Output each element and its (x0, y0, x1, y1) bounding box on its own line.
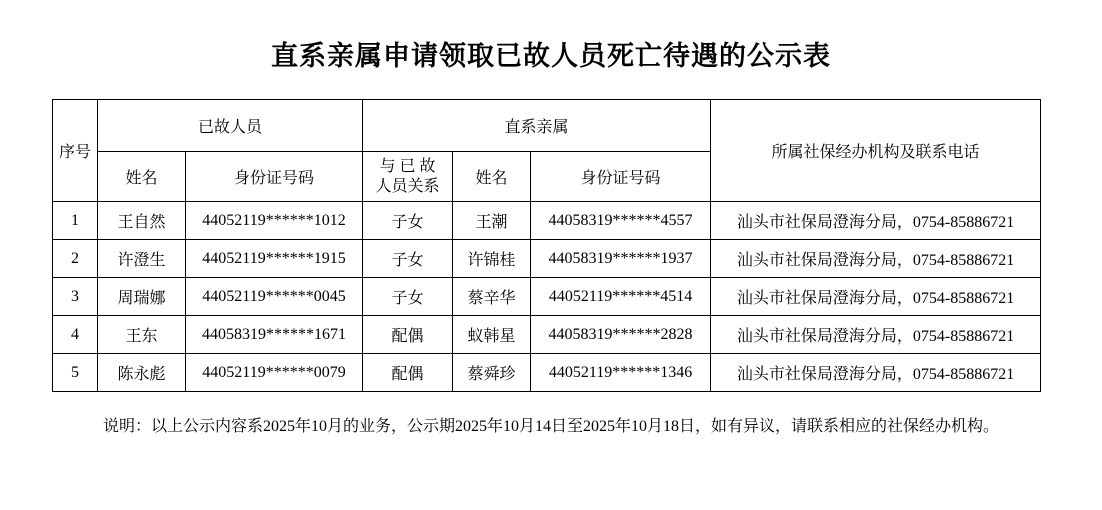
table-header-row-1 (53, 100, 1041, 152)
col-header-deceased-name: 姓名 (98, 152, 186, 202)
cell-family-id: 44058319******2828 (531, 316, 711, 354)
col-header-seq: 序号 (53, 100, 98, 202)
cell-family-name: 蚁韩星 (453, 316, 531, 354)
cell-family-name: 许锦桂 (453, 240, 531, 278)
cell-family-id: 44052119******4514 (531, 278, 711, 316)
notice-table (52, 99, 1041, 392)
cell-deceased-name: 许澄生 (98, 240, 186, 278)
cell-seq: 4 (53, 316, 98, 354)
cell-family-id: 44058319******1937 (531, 240, 711, 278)
cell-deceased-id: 44052119******1915 (186, 240, 363, 278)
col-header-agency: 所属社保经办机构及联系电话 (711, 100, 1041, 202)
relation-header-line-2: 人员关系 (375, 177, 440, 195)
cell-deceased-name: 王自然 (98, 202, 186, 240)
cell-agency: 汕头市社保局澄海分局，0754-85886721 (711, 202, 1041, 240)
cell-relation: 子女 (363, 202, 453, 240)
cell-family-id: 44052119******1346 (531, 354, 711, 392)
cell-agency: 汕头市社保局澄海分局，0754-85886721 (711, 240, 1041, 278)
cell-deceased-id: 44052119******1012 (186, 202, 363, 240)
col-header-relation (363, 152, 453, 202)
cell-seq: 2 (53, 240, 98, 278)
cell-relation: 配偶 (363, 354, 453, 392)
cell-deceased-name: 陈永彪 (98, 354, 186, 392)
cell-deceased-id: 44052119******0045 (186, 278, 363, 316)
cell-deceased-id: 44058319******1671 (186, 316, 363, 354)
col-header-deceased-id: 身份证号码 (186, 152, 363, 202)
cell-seq: 5 (53, 354, 98, 392)
cell-seq: 1 (53, 202, 98, 240)
cell-family-id: 44058319******4557 (531, 202, 711, 240)
table-row (53, 202, 1041, 240)
page-title: 直系亲属申请领取已故人员死亡待遇的公示表 (271, 41, 831, 71)
note-text: 说明：以上公示内容系2025年10月的业务，公示期2025年10月14日至2025年10月18日，如有异议，请联系相应的社保经办机构。 (102, 418, 999, 436)
table-row (53, 240, 1041, 278)
cell-deceased-id: 44052119******0079 (186, 354, 363, 392)
cell-family-name: 王潮 (453, 202, 531, 240)
table-row (53, 316, 1041, 354)
cell-family-name: 蔡辛华 (453, 278, 531, 316)
cell-relation: 配偶 (363, 316, 453, 354)
cell-agency: 汕头市社保局澄海分局，0754-85886721 (711, 316, 1041, 354)
relation-header-line-1: 与 已 故 (379, 157, 436, 175)
cell-deceased-name: 周瑞娜 (98, 278, 186, 316)
col-group-family: 直系亲属 (363, 100, 711, 152)
cell-agency: 汕头市社保局澄海分局，0754-85886721 (711, 278, 1041, 316)
col-header-family-id: 身份证号码 (531, 152, 711, 202)
cell-deceased-name: 王东 (98, 316, 186, 354)
table-row (53, 278, 1041, 316)
table-row (53, 354, 1041, 392)
col-header-family-name: 姓名 (453, 152, 531, 202)
cell-family-name: 蔡舜珍 (453, 354, 531, 392)
relation-header-lines (376, 157, 440, 197)
cell-agency: 汕头市社保局澄海分局，0754-85886721 (711, 354, 1041, 392)
col-group-deceased: 已故人员 (98, 100, 363, 152)
cell-seq: 3 (53, 278, 98, 316)
cell-relation: 子女 (363, 240, 453, 278)
cell-relation: 子女 (363, 278, 453, 316)
